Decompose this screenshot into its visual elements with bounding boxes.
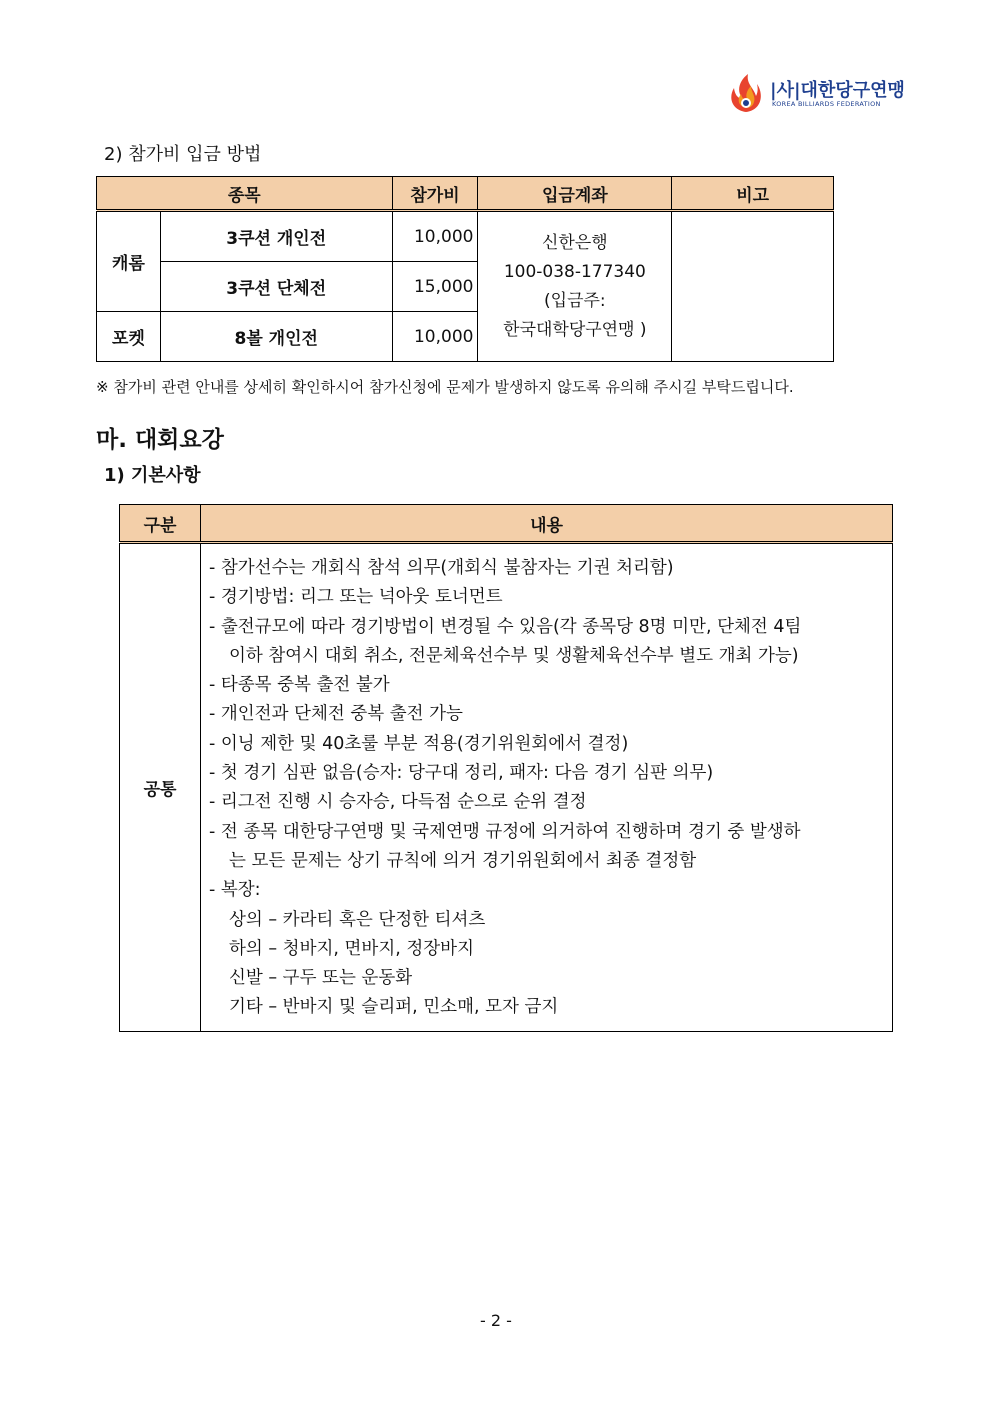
- rule-line: - 이닝 제한 및 40초룰 부분 적용(경기위원회에서 결정): [209, 733, 629, 754]
- basic-info-table: [119, 504, 893, 1032]
- rules-content: [201, 543, 893, 1032]
- info-table-header-row: [120, 505, 893, 543]
- page-number: - 2 -: [480, 1311, 512, 1330]
- section-title: 마. 대회요강: [96, 427, 224, 453]
- header-note: 비고: [672, 177, 834, 211]
- header-category: 구분: [120, 505, 201, 543]
- event-fee: 15,000: [392, 262, 478, 312]
- event-name: 8볼 개인전: [160, 312, 392, 362]
- event-fee: 10,000: [392, 211, 478, 262]
- federation-logo: [724, 72, 904, 116]
- rule-line: - 개인전과 단체전 중복 출전 가능: [209, 704, 463, 725]
- fee-table: [96, 176, 834, 362]
- rule-line: - 전 종목 대한당구연맹 및 국제연맹 규정에 의거하여 진행하며 경기 중 발생하: [209, 821, 801, 842]
- table-row: [97, 211, 834, 262]
- rule-line: 이하 참여시 대회 취소, 전문체육선수부 및 생활체육선수부 별도 개최 가능): [229, 645, 799, 666]
- fee-notice: ※ 참가비 관련 안내를 상세히 확인하시어 참가신청에 문제가 발생하지 않도록 유의해 주시길 부탁드립니다.: [96, 378, 794, 396]
- header-content: 내용: [201, 505, 893, 543]
- header-account: 입금계좌: [478, 177, 672, 211]
- account-holder-name: 한국대학당구연맹 ): [503, 319, 647, 340]
- category-pocket: 포켓: [97, 312, 161, 362]
- account-info: [478, 211, 672, 362]
- fee-table-header-row: [97, 177, 834, 211]
- account-holder-label: (입금주:: [544, 290, 606, 311]
- event-fee: 10,000: [392, 312, 478, 362]
- rule-line: 신발 – 구두 또는 운동화: [229, 968, 413, 989]
- logo-org-name: |사|대한당구연맹: [770, 80, 905, 101]
- flame-logo-icon: [724, 72, 768, 116]
- subsection-title: 1) 기본사항: [104, 465, 201, 486]
- account-number: 100-038-177340: [503, 261, 646, 282]
- rule-line: - 참가선수는 개회식 참석 의무(개회식 불참자는 기권 처리함): [209, 558, 674, 578]
- logo-org-name-en: KOREA BILLIARDS FEDERATION: [772, 100, 881, 108]
- rule-line: 기타 – 반바지 및 슬리퍼, 민소매, 모자 금지: [229, 997, 559, 1018]
- rule-line: 하의 – 청바지, 면바지, 정장바지: [229, 938, 474, 959]
- rule-line: - 타종목 중복 출전 불가: [209, 675, 390, 696]
- category-carom: 캐롬: [97, 211, 161, 312]
- rule-line: - 리그전 진행 시 승자승, 다득점 순으로 순위 결정: [209, 792, 587, 813]
- rule-line: - 첫 경기 심판 없음(승자: 당구대 정리, 패자: 다음 경기 심판 의무): [209, 763, 714, 784]
- rule-line: - 출전규모에 따라 경기방법이 변경될 수 있음(각 종목당 8명 미만, 단체전 4팀: [209, 616, 802, 637]
- rule-line: 상의 – 카라티 혹은 단정한 티셔츠: [229, 909, 486, 930]
- event-name: 3쿠션 개인전: [160, 211, 392, 262]
- header-event: 종목: [97, 177, 393, 211]
- header-fee: 참가비: [392, 177, 478, 211]
- event-name: 3쿠션 단체전: [160, 262, 392, 312]
- table-row: [120, 543, 893, 1032]
- note-cell: [672, 211, 834, 362]
- account-bank: 신한은행: [542, 232, 608, 253]
- rule-line: - 경기방법: 리그 또는 넉아웃 토너먼트: [209, 587, 503, 608]
- fee-section-heading: 2) 참가비 입금 방법: [104, 144, 262, 165]
- category-common: 공통: [120, 543, 201, 1032]
- rule-line: 는 모든 문제는 상기 규칙에 의거 경기위원회에서 최종 결정함: [229, 850, 697, 871]
- rule-line: - 복장:: [209, 880, 261, 901]
